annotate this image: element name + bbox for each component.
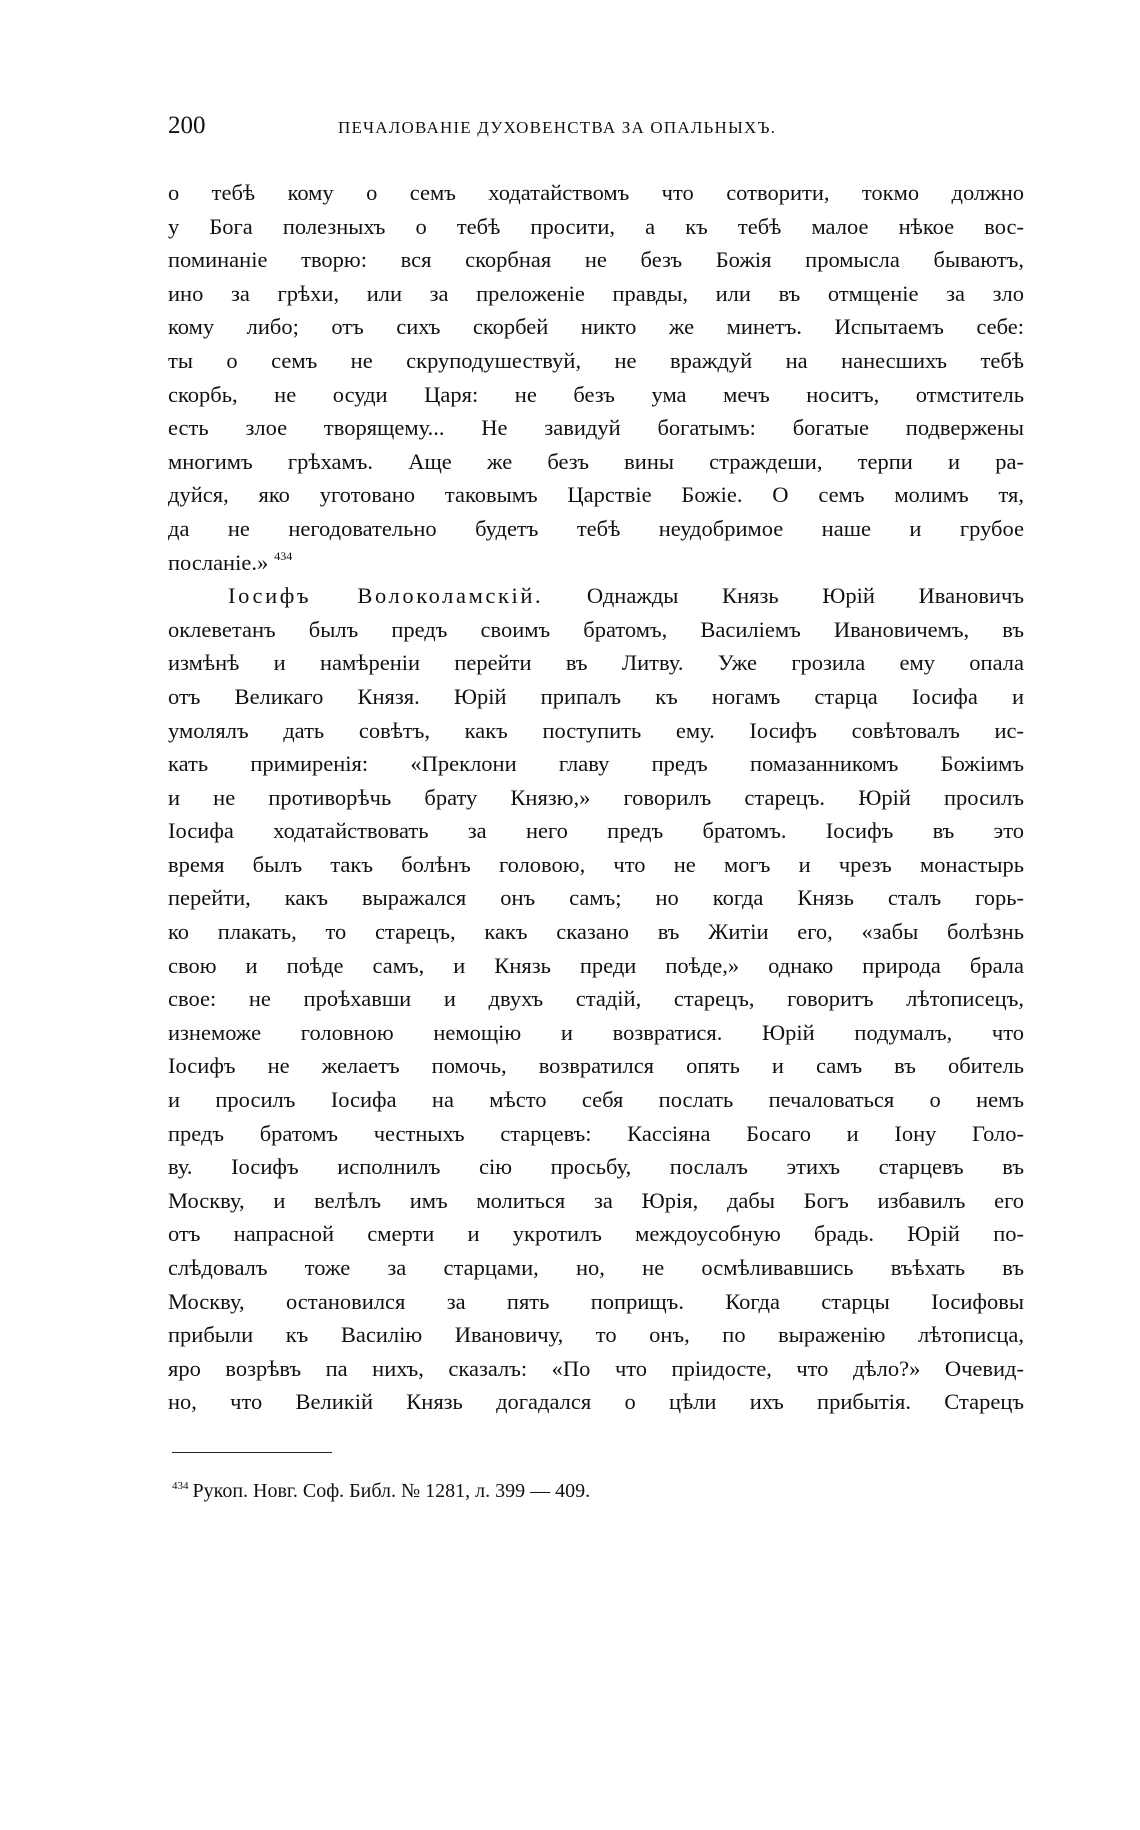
p2-line: Москву, и велѣлъ имъ молиться за Юрія, дабы Богъ избавилъ его — [168, 1187, 1024, 1213]
p2-line: отъ напрасной смерти и укротилъ междоусобную брадь. Юрій по- — [168, 1221, 1024, 1247]
p2-line: Москву, остановился за пять поприщъ. Когда старцы Іосифовы — [168, 1288, 1024, 1314]
p2-line: изнеможе головною немощію и возвратися. Юрій подумалъ, что — [168, 1019, 1024, 1045]
page-header — [168, 112, 1028, 148]
paragraph-2-first-line — [168, 579, 1024, 613]
p1-line: у Бога полезныхъ о тебѣ просити, а къ тебѣ малое нѣкое вос- — [168, 213, 1024, 239]
p2-line: измѣнѣ и намѣреніи перейти въ Литву. Уже грозила ему опала — [168, 650, 1024, 676]
p1-line: многимъ грѣхамъ. Аще же безъ вины страждеши, терпи и ра- — [168, 448, 1024, 474]
p2-line: время былъ такъ болѣнъ головою, что не могъ и чрезъ монастырь — [168, 851, 1024, 877]
p2-line: предъ братомъ честныхъ старцевъ: Кассіяна Босаго и Іону Голо- — [168, 1120, 1024, 1146]
p1-line: о тебѣ кому о семъ ходатайствомъ что сотворити, токмо должно — [168, 180, 1024, 205]
paragraph-2-first-text: Однажды Князь Юрій Ивановичъ — [586, 583, 1024, 609]
p2-line: яро возрѣвъ па нихъ, сказалъ: «По что пріидосте, что дѣло?» Очевид- — [168, 1355, 1024, 1381]
footnote — [172, 1480, 590, 1503]
p2-line: перейти, какъ выражался онъ самъ; но когда Князь сталъ горь- — [168, 885, 1024, 911]
paragraph-1-last-text: посланіе.» — [168, 549, 269, 575]
section-heading: Іосифъ Волоколамскій. — [228, 583, 544, 609]
p1-line: кому либо; отъ сихъ скорбей никто же минетъ. Испытаемъ себе: — [168, 314, 1024, 340]
p1-line: ты о семъ не скруподушествуй, не враждуй на нанесшихъ тебѣ — [168, 347, 1024, 373]
p1-line: да не негодовательно будетъ тебѣ неудобримое наше и грубое — [168, 515, 1024, 541]
running-head: ПЕЧАЛОВАНІЕ ДУХОВЕНСТВА ЗА ОПАЛЬНЫХЪ. — [338, 118, 777, 137]
p2-line: Іосифъ не желаетъ помочь, возвратился опять и самъ въ обитель — [168, 1053, 1024, 1079]
page-number: 200 — [168, 112, 206, 139]
p1-line: дуйся, яко уготовано таковымъ Царствіе Божіе. О семъ молимъ тя, — [168, 482, 1024, 508]
paragraph-1 — [168, 176, 1024, 546]
p2-line: Іосифа ходатайствовать за него предъ братомъ. Іосифъ въ это — [168, 818, 1024, 844]
footnote-text: Рукоп. Новг. Соф. Библ. № 1281, л. 399 — 409. — [192, 1480, 591, 1502]
body-text — [168, 176, 1024, 1419]
p1-line: ино за грѣхи, или за преложеніе правды, или въ отмщеніе за зло — [168, 280, 1024, 306]
p2-line: ко плакать, то старецъ, какъ сказано въ Житіи его, «забы болѣзнь — [168, 919, 1024, 945]
p2-line: и не противорѣчь брату Князю,» говорилъ старецъ. Юрій просилъ — [168, 784, 1024, 810]
p1-line: есть злое творящему... Не завидуй богатымъ: богатые подвержены — [168, 415, 1024, 441]
p2-line: ву. Іосифъ исполнилъ сію просьбу, послалъ этихъ старцевъ въ — [168, 1154, 1024, 1180]
p2-line: свою и поѣде самъ, и Князь преди поѣде,» однако природа брала — [168, 952, 1024, 978]
p2-line: умолялъ дать совѣтъ, какъ поступить ему. Іосифъ совѣтовалъ ис- — [168, 717, 1024, 743]
p2-line: слѣдовалъ тоже за старцами, но, не осмѣливавшись въѣхать въ — [168, 1255, 1024, 1280]
p1-line: поминаніе творю: вся скорбная не безъ Божія промысла бываютъ, — [168, 247, 1024, 273]
paragraph-1-last-line — [168, 546, 1024, 580]
p2-line: прибыли къ Василію Ивановичу, то онъ, по выраженію лѣтописца, — [168, 1322, 1024, 1348]
p2-line: кать примиренія: «Преклони главу предъ помазанникомъ Божіимъ — [168, 751, 1024, 777]
footnote-reference: 434 — [274, 548, 293, 563]
paragraph-2 — [168, 613, 1024, 1419]
p2-line: отъ Великаго Князя. Юрій припалъ къ ногамъ старца Іосифа и — [168, 683, 1024, 709]
p2-line: и просилъ Іосифа на мѣсто себя послать печаловаться о немъ — [168, 1087, 1024, 1113]
p2-line: оклеветанъ былъ предъ своимъ братомъ, Василіемъ Ивановичемъ, въ — [168, 616, 1024, 642]
p1-line: скорбь, не осуди Царя: не безъ ума мечъ носитъ, отмститель — [168, 381, 1024, 407]
p2-line: но, что Великій Князь догадался о цѣли ихъ прибытія. Старецъ — [168, 1389, 1024, 1415]
p2-line: свое: не проѣхавши и двухъ стадій, старецъ, говоритъ лѣтописецъ, — [168, 986, 1024, 1012]
footnote-mark: 434 — [172, 1480, 189, 1492]
footnote-rule — [172, 1452, 332, 1453]
